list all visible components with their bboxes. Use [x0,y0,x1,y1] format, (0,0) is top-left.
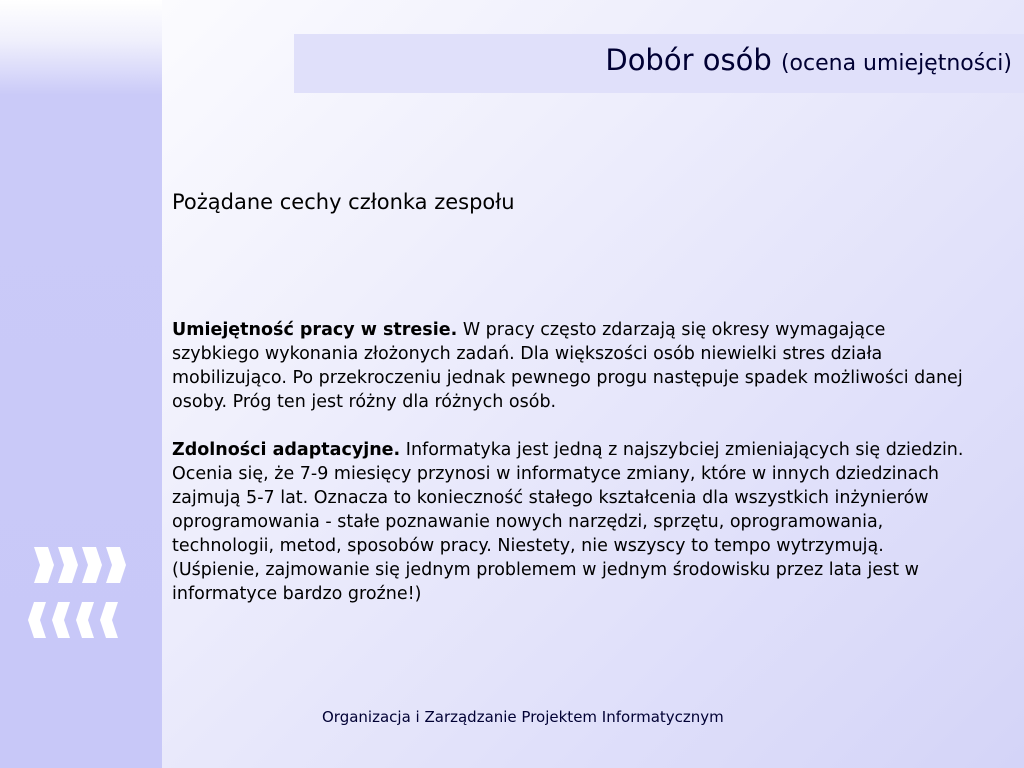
back-button[interactable] [20,600,125,640]
title-band [294,34,1024,93]
slide-title [605,42,1012,82]
paragraph-heading: Zdolności adaptacyjne. [172,440,401,460]
paragraph-text: Informatyka jest jedną z najszybciej zmieniających się dziedzin. Ocenia się, że 7-9 miesięcy przynosi w informatyce zmiany, które w innych dziedzinach zajmują 5-7 lat. Oznacza to konieczność stałego kształcenia dla wszystkich inżynierów oprogramowania - stałe poznawanie nowych narzędzi, sprzętu, oprogramowania, technologii, metod, sposobów pracy. Niestety, nie wszyscy to tempo wytrzymują. (Uśpienie, zajmowanie się jednym problemem w jednym środowisku przez lata jest w informatyce bardzo groźne!) [172,440,964,604]
sidebar [0,0,162,768]
double-chevron-left-icon [20,600,125,640]
body-text [172,318,972,630]
slide-title-sub: (ocena umiejętności) [780,51,1012,76]
slide-title-main: Dobór osób [605,43,772,77]
paragraph-heading: Umiejętność pracy w stresie. [172,320,458,340]
section-subtitle: Pożądane cechy członka zespołu [172,190,515,214]
paragraph-adaptability [172,438,972,606]
paragraph-text: W pracy często zdarzają się okresy wymagające szybkiego wykonania złożonych zadań. Dla większości osób niewielki stres działa mobilizująco. Po przekroczeniu jednak pewnego progu następuje spadek możliwości danej osoby. Próg ten jest różny dla różnych osób. [172,320,963,412]
paragraph-stress [172,318,972,414]
footer-text: Organizacja i Zarządzanie Projektem Informatycznym [322,708,724,726]
double-chevron-right-icon [28,545,133,585]
forward-button[interactable] [28,545,133,585]
